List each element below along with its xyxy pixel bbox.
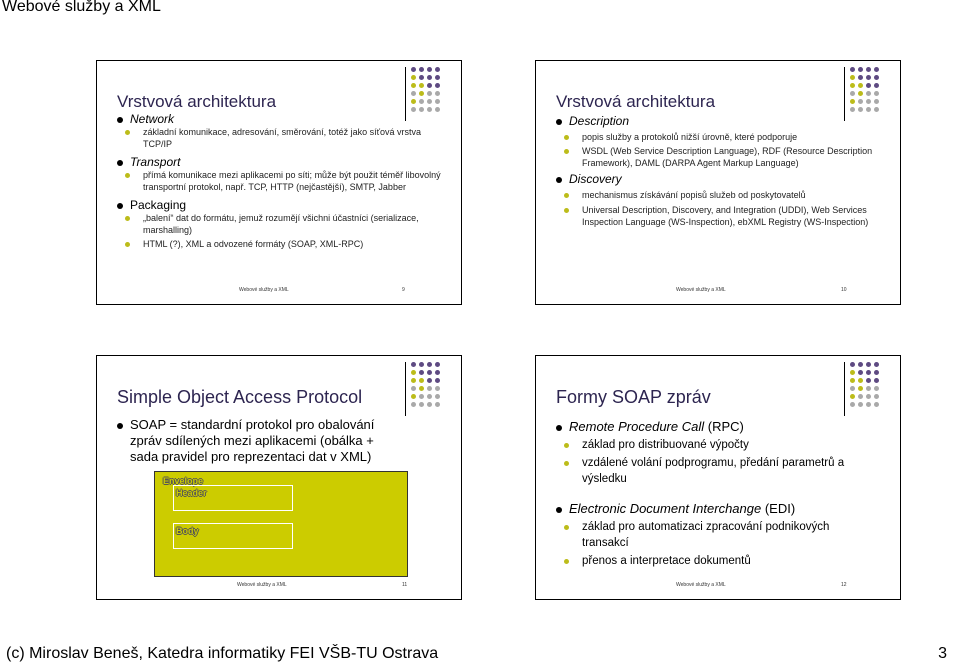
decorative-dot <box>874 75 879 80</box>
decorative-dot <box>866 386 871 391</box>
decorative-dot <box>411 362 416 367</box>
page-footer-copyright: (c) Miroslav Beneš, Katedra informatiky FEI VŠB-TU Ostrava <box>6 645 439 662</box>
decorative-dot <box>427 394 432 399</box>
decorative-dot <box>427 67 432 72</box>
decorative-dot <box>435 378 440 383</box>
decorative-dot <box>858 370 863 375</box>
decorative-dot <box>858 91 863 96</box>
envelope-label: Envelope <box>163 476 204 486</box>
decorative-dot <box>411 91 416 96</box>
decorative-line <box>405 362 406 416</box>
sub-bullet: popis služby a protokolů nižší úrovně, které podporuje <box>556 131 884 143</box>
decorative-dot <box>419 386 424 391</box>
sub-bullet: přímá komunikace mezi aplikacemi po síti; může být použit téměř libovolný transportní protokol, např. TCP, HTTP (nejčastější), SMTP, Jabber <box>117 169 445 193</box>
slide-number: 10 <box>841 287 847 293</box>
decorative-dot <box>411 402 416 407</box>
decorative-dot <box>435 75 440 80</box>
decorative-dot <box>850 107 855 112</box>
decorative-dot <box>435 386 440 391</box>
decorative-dot <box>866 67 871 72</box>
decorative-dot <box>866 91 871 96</box>
decorative-dot <box>419 91 424 96</box>
decorative-dot <box>419 394 424 399</box>
decorative-dot <box>435 67 440 72</box>
decorative-dot <box>411 67 416 72</box>
decorative-dot <box>435 394 440 399</box>
slide-9 <box>96 60 462 305</box>
bullet: SOAP = standardní protokol pro obalování zpráv sdílených mezi aplikacemi (obálka + sada pravidel pro reprezentaci dat v XML) <box>117 417 401 465</box>
decorative-dot <box>427 83 432 88</box>
slide-number: 11 <box>402 582 408 588</box>
decorative-dot <box>858 362 863 367</box>
decorative-dot <box>866 370 871 375</box>
decorative-dot <box>435 362 440 367</box>
decorative-dot <box>427 370 432 375</box>
sub-bullet: Universal Description, Discovery, and Integration (UDDI), Web Services Inspection Language (WS-Inspection), ebXML Registry (WS-Inspection) <box>556 204 884 228</box>
decorative-dot <box>858 394 863 399</box>
slide-footer: Webové služby a XML <box>237 582 287 588</box>
slide-11 <box>96 355 462 600</box>
decorative-dot <box>874 91 879 96</box>
sub-bullet: mechanismus získávání popisů služeb od poskytovatelů <box>556 189 884 201</box>
decorative-dot <box>858 386 863 391</box>
decorative-dot <box>435 91 440 96</box>
sub-bullet: přenos a interpretace dokumentů <box>556 553 870 569</box>
decorative-dot <box>866 107 871 112</box>
decorative-dot <box>427 91 432 96</box>
header-label: Header <box>176 488 207 498</box>
decorative-dot <box>866 99 871 104</box>
decorative-dot <box>411 370 416 375</box>
decorative-dot <box>866 394 871 399</box>
decorative-dot <box>874 394 879 399</box>
decorative-dot <box>435 370 440 375</box>
decorative-dot <box>427 99 432 104</box>
sub-bullet: WSDL (Web Service Description Language), RDF (Resource Description Framework), DAML (DARPA Agent Markup Language) <box>556 145 884 169</box>
decorative-dot <box>427 386 432 391</box>
decorative-dot <box>411 75 416 80</box>
decorative-dot <box>866 362 871 367</box>
decorative-dot <box>419 99 424 104</box>
sub-bullet: vzdálené volání podprogramu, předání parametrů a výsledku <box>556 455 870 487</box>
decorative-dot <box>850 394 855 399</box>
body-box <box>173 523 293 549</box>
decorative-dots <box>828 65 900 120</box>
decorative-dot <box>427 75 432 80</box>
sub-bullet: základ pro automatizaci zpracování podnikových transakcí <box>556 519 870 551</box>
decorative-dot <box>850 99 855 104</box>
decorative-dot <box>411 99 416 104</box>
decorative-dot <box>850 362 855 367</box>
decorative-dots <box>389 360 461 415</box>
decorative-dot <box>858 67 863 72</box>
decorative-dot <box>874 378 879 383</box>
bullet: Packaging <box>117 198 445 212</box>
slide-footer: Webové služby a XML <box>239 287 289 293</box>
decorative-dot <box>427 362 432 367</box>
decorative-dot <box>419 370 424 375</box>
decorative-dot <box>874 99 879 104</box>
decorative-dot <box>850 386 855 391</box>
decorative-dot <box>866 75 871 80</box>
sub-bullet: základ pro distribuované výpočty <box>556 437 870 453</box>
decorative-dot <box>411 394 416 399</box>
decorative-dot <box>874 362 879 367</box>
decorative-dot <box>419 402 424 407</box>
decorative-dots <box>828 360 900 415</box>
decorative-dot <box>411 83 416 88</box>
header-box <box>173 485 293 511</box>
decorative-dot <box>874 107 879 112</box>
slide-title: Simple Object Access Protocol <box>117 387 363 407</box>
decorative-dot <box>419 67 424 72</box>
bullet: Description <box>556 114 884 128</box>
decorative-dot <box>858 107 863 112</box>
slide-12 <box>535 355 901 600</box>
decorative-dot <box>874 386 879 391</box>
slide-number: 9 <box>402 287 405 293</box>
decorative-dot <box>850 67 855 72</box>
slide-title: Vrstvová architektura <box>117 92 277 111</box>
decorative-dot <box>411 386 416 391</box>
decorative-dot <box>866 402 871 407</box>
decorative-dot <box>419 378 424 383</box>
sub-bullet: základní komunikace, adresování, směrování, totéž jako síťová vrstva TCP/IP <box>117 126 445 150</box>
decorative-dot <box>427 378 432 383</box>
decorative-dot <box>858 99 863 104</box>
bullet: Transport <box>117 155 445 169</box>
soap-envelope-diagram <box>154 471 408 577</box>
page-number: 3 <box>938 645 947 662</box>
slide-title: Formy SOAP zpráv <box>556 387 711 407</box>
decorative-dot <box>850 402 855 407</box>
decorative-dot <box>850 83 855 88</box>
decorative-dot <box>866 83 871 88</box>
slide-10 <box>535 60 901 305</box>
bullet: Electronic Document Interchange (EDI) <box>556 501 870 517</box>
decorative-dot <box>850 75 855 80</box>
decorative-dot <box>874 67 879 72</box>
decorative-dot <box>435 99 440 104</box>
body-label: Body <box>176 526 199 536</box>
decorative-dot <box>850 91 855 96</box>
sub-bullet: HTML (?), XML a odvozené formáty (SOAP, XML-RPC) <box>117 238 445 250</box>
slide-footer: Webové služby a XML <box>676 287 726 293</box>
slide-footer: Webové služby a XML <box>676 582 726 588</box>
decorative-dot <box>874 370 879 375</box>
bullet: Discovery <box>556 172 884 186</box>
sub-bullet: „balení“ dat do formátu, jemuž rozumějí všichni účastníci (serializace, marshalling) <box>117 212 445 236</box>
decorative-dot <box>419 362 424 367</box>
page-header: Webové služby a XML <box>2 0 161 15</box>
decorative-dot <box>858 83 863 88</box>
decorative-dot <box>435 83 440 88</box>
slide-number: 12 <box>841 582 847 588</box>
decorative-dot <box>850 378 855 383</box>
decorative-line <box>844 362 845 416</box>
decorative-dot <box>435 402 440 407</box>
decorative-dot <box>866 378 871 383</box>
decorative-dot <box>874 83 879 88</box>
decorative-dot <box>850 370 855 375</box>
decorative-dot <box>874 402 879 407</box>
slide-title: Vrstvová architektura <box>556 92 716 111</box>
bullet: Network <box>117 112 445 126</box>
decorative-dot <box>858 75 863 80</box>
decorative-dot <box>858 402 863 407</box>
decorative-dot <box>858 378 863 383</box>
decorative-dot <box>419 75 424 80</box>
decorative-dot <box>419 83 424 88</box>
decorative-dot <box>427 402 432 407</box>
bullet: Remote Procedure Call (RPC) <box>556 419 870 435</box>
decorative-dot <box>411 378 416 383</box>
